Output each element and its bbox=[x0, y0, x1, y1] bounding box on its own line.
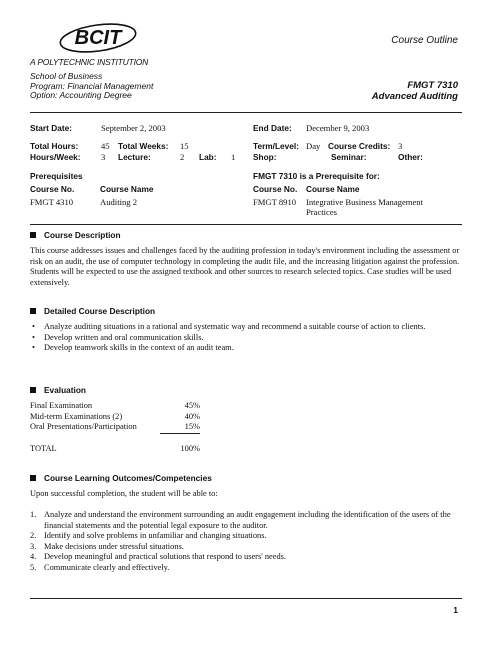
page-number: 1 bbox=[453, 605, 458, 615]
evaluation-total-row bbox=[30, 444, 200, 453]
item-text: Make decisions under stressful situations. bbox=[44, 541, 184, 551]
learning-outcomes-list bbox=[30, 510, 460, 573]
section-bullet-icon bbox=[30, 387, 36, 393]
item-text: Develop meaningful and practical solutions that respond to users' needs. bbox=[44, 552, 286, 561]
evaluation-row bbox=[30, 412, 200, 423]
end-date-label: End Date: bbox=[253, 123, 292, 133]
section-bullet-icon bbox=[30, 232, 36, 238]
prerequisites-heading: Prerequisites bbox=[30, 171, 83, 181]
prereq-course-name-header: Course Name bbox=[100, 184, 154, 194]
hours-week-value: 3 bbox=[101, 152, 106, 162]
school-info bbox=[30, 72, 153, 101]
prereq-for-course-name: Integrative Business Management Practices bbox=[306, 197, 423, 217]
option-name: Option: Accounting Degree bbox=[30, 90, 132, 100]
total-weeks-value: 15 bbox=[180, 141, 189, 151]
evaluation-row bbox=[30, 401, 200, 412]
course-credits-value: 3 bbox=[398, 141, 403, 151]
header-divider bbox=[30, 112, 462, 113]
lab-value: 1 bbox=[231, 152, 236, 162]
prereq-for-course-no: FMGT 8910 bbox=[253, 197, 297, 207]
course-id-block bbox=[372, 81, 458, 102]
item-text: Identify and solve problems in unfamiliar and changing situations. bbox=[44, 531, 267, 540]
item-text: Communicate clearly and effectively. bbox=[44, 562, 170, 572]
start-date-value: September 2, 2003 bbox=[101, 123, 166, 133]
evaluation-title: Evaluation bbox=[44, 385, 86, 395]
svg-text:BCIT: BCIT bbox=[74, 27, 122, 49]
course-credits-label: Course Credits: bbox=[328, 141, 391, 151]
learning-outcomes-title: Course Learning Outcomes/Competencies bbox=[44, 473, 212, 483]
evaluation-total-value: 100% bbox=[180, 444, 200, 453]
evaluation-heading bbox=[30, 385, 86, 395]
evaluation-item-weight: 40% bbox=[184, 411, 200, 421]
course-title: Advanced Auditing bbox=[371, 90, 458, 102]
detailed-description-list bbox=[30, 322, 460, 354]
course-description-title: Course Description bbox=[44, 230, 121, 240]
evaluation-total-rule bbox=[160, 433, 200, 434]
bcit-logo-mark bbox=[56, 20, 140, 56]
lab-label: Lab: bbox=[199, 152, 217, 162]
end-date-value: December 9, 2003 bbox=[306, 123, 370, 133]
term-level-value: Day bbox=[306, 141, 321, 151]
prereq-for-course-no-header: Course No. bbox=[253, 184, 298, 194]
total-hours-label: Total Hours: bbox=[30, 141, 79, 151]
evaluation-total-label: TOTAL bbox=[30, 444, 57, 453]
evaluation-item-label: Oral Presentations/Participation bbox=[30, 422, 137, 431]
prereq-course-no: FMGT 4310 bbox=[30, 197, 74, 207]
list-item: • Analyze auditing situations in a rational and systematic way and recommend a suitable course of action to clients. bbox=[30, 322, 460, 333]
list-item bbox=[30, 510, 460, 531]
learning-outcomes-intro: Upon successful completion, the student will be able to: bbox=[30, 489, 218, 498]
evaluation-item-label: Mid-term Examinations (2) bbox=[30, 411, 123, 421]
section-bullet-icon bbox=[30, 308, 36, 314]
term-level-label: Term/Level: bbox=[253, 141, 299, 151]
item-number: 1. bbox=[30, 510, 37, 519]
details-divider bbox=[30, 224, 462, 225]
lecture-value: 2 bbox=[180, 152, 185, 162]
detailed-description-title: Detailed Course Description bbox=[44, 306, 156, 316]
item-number: 2. bbox=[30, 531, 37, 540]
list-item bbox=[30, 563, 460, 574]
seminar-label: Seminar: bbox=[331, 152, 367, 162]
total-hours-value: 45 bbox=[101, 141, 110, 151]
evaluation-row bbox=[30, 422, 200, 433]
prereq-for-course-name-header: Course Name bbox=[306, 184, 360, 194]
footer-divider bbox=[30, 598, 462, 599]
item-number: 5. bbox=[30, 562, 37, 572]
evaluation-item-weight: 15% bbox=[184, 422, 200, 431]
shop-label: Shop: bbox=[253, 152, 277, 162]
school-name: School of Business bbox=[30, 71, 103, 81]
bcit-logo bbox=[56, 20, 140, 56]
total-weeks-label: Total Weeks: bbox=[118, 141, 169, 151]
start-date-label: Start Date: bbox=[30, 123, 72, 133]
lecture-label: Lecture: bbox=[118, 152, 151, 162]
prereq-course-name: Auditing 2 bbox=[100, 197, 138, 207]
other-label: Other: bbox=[398, 152, 423, 162]
section-bullet-icon bbox=[30, 475, 36, 481]
course-code: FMGT 7310 bbox=[407, 80, 458, 91]
institution-tagline: A POLYTECHNIC INSTITUTION bbox=[30, 57, 149, 67]
item-number: 3. bbox=[30, 541, 37, 551]
program-name: Program: Financial Management bbox=[30, 80, 154, 91]
item-number: 4. bbox=[30, 552, 37, 561]
detailed-description-heading bbox=[30, 306, 155, 316]
prereq-course-no-header: Course No. bbox=[30, 184, 75, 194]
learning-outcomes-heading bbox=[30, 473, 212, 483]
course-description-heading bbox=[30, 230, 121, 240]
list-item: • Develop teamwork skills in the context of an audit team. bbox=[30, 343, 460, 354]
list-item bbox=[30, 552, 460, 563]
course-description-text: This course addresses issues and challenges faced by the auditing profession in today's environment including the assessment or risk on an audit, the use of computer technology in completing the audit file, and the increasing litigation against the profession. Students will be expected to use the assigned textbook and other sources to research selected topics. Case studies will be used extensively. bbox=[30, 246, 460, 287]
list-item bbox=[30, 542, 460, 553]
prerequisite-for-heading: FMGT 7310 is a Prerequisite for: bbox=[253, 171, 380, 181]
list-item: • Develop written and oral communication skills. bbox=[30, 333, 460, 344]
list-item bbox=[30, 531, 460, 542]
item-text: Analyze and understand the environment surrounding an audit engagement including the identification of the users of the financial statements and the potential legal exposure to the auditor. bbox=[44, 510, 451, 530]
hours-week-label: Hours/Week: bbox=[30, 152, 81, 162]
evaluation-item-label: Final Examination bbox=[30, 401, 93, 410]
evaluation-table bbox=[30, 401, 200, 433]
evaluation-item-weight: 45% bbox=[184, 401, 200, 410]
document-type: Course Outline bbox=[391, 35, 458, 46]
